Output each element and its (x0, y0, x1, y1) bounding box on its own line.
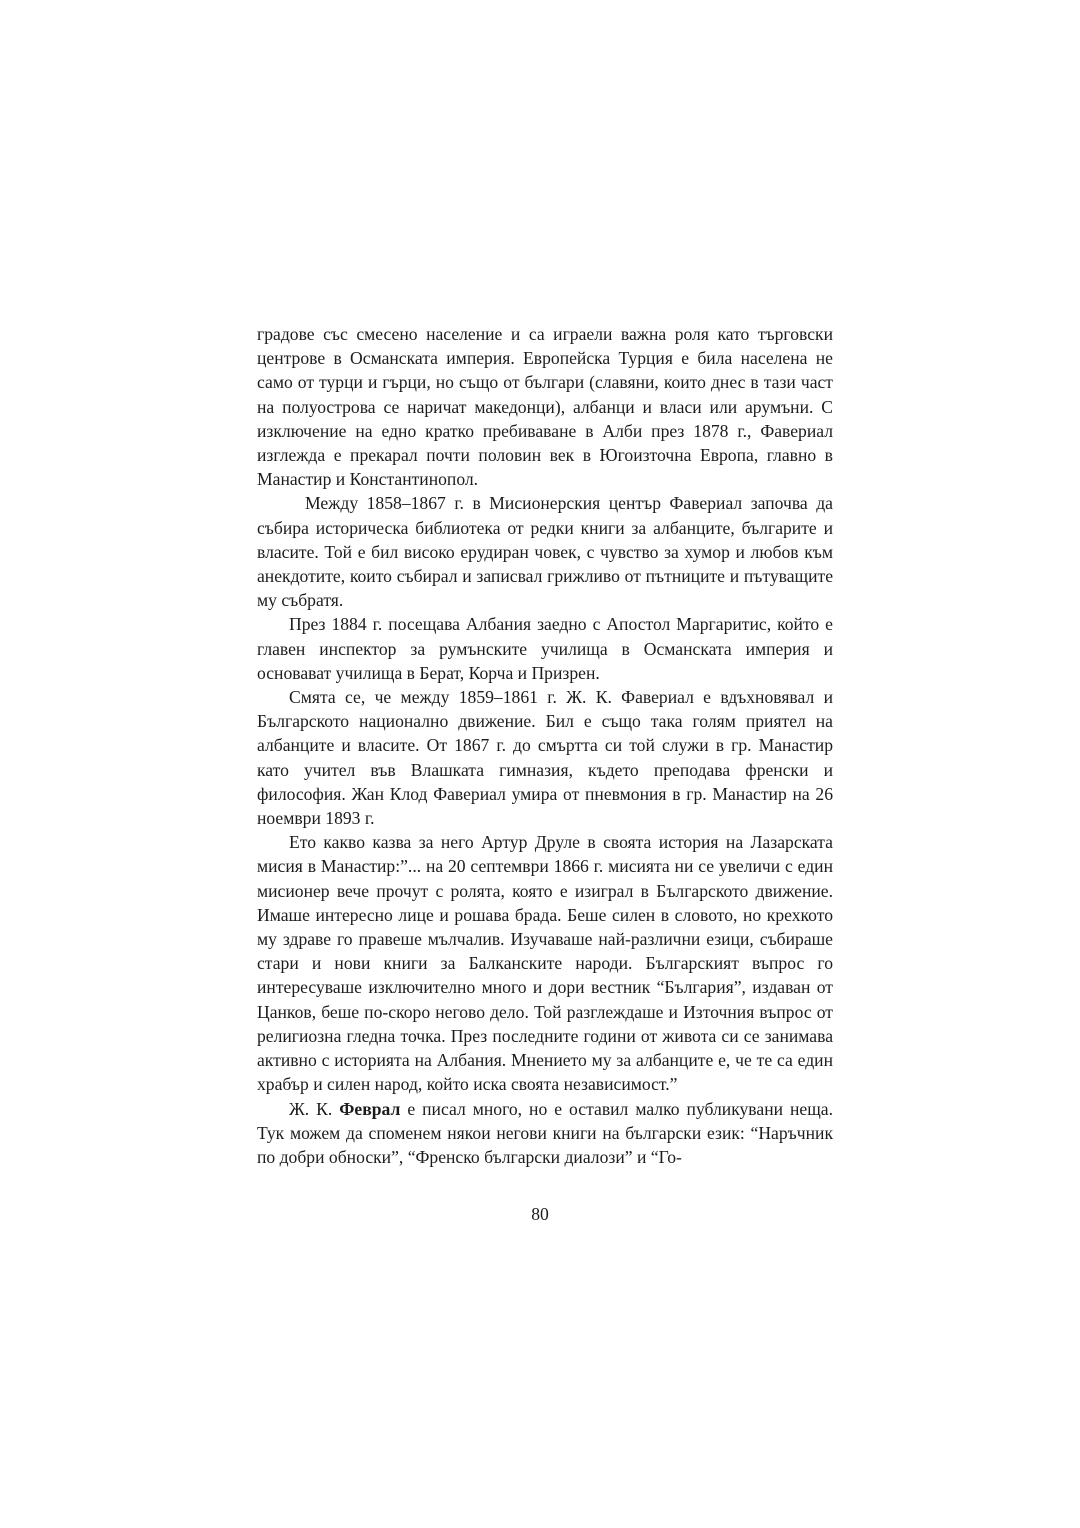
paragraph: Между 1858–1867 г. в Мисионерския център Фавериал започва да събира историческа библиотека от редки книги за албанците, българите и власите. Той е бил високо ерудиран човек, с чувство за хумор и любов към анекдотите, които събирал и записвал грижливо от пътниците и пътуващите му събратя. (257, 493, 833, 611)
paragraph: градове със смесено население и са играели важна роля като търговски центрове в Османската империя. Европейска Турция е била населена не само от турци и гърци, но също от българи (славяни, които днес в тази част на полуострова се наричат македонци), албанци и власи или арумъни. С изключение на едно кратко пребиваване в Алби през 1878 г., Фавериал изглежда е прекарал почти половин век в Югоизточна Европа, главно в Манастир и Константинопол. (257, 324, 833, 490)
body-text (257, 322, 833, 1169)
paragraph: Смята се, че между 1859–1861 г. Ж. К. Фавериал е вдъхновявал и Българското национално движение. Бил е също така голям приятел на албанците и власите. От 1867 г. до смъртта си той служи в гр. Манастир като учител във Влашката гимназия, където преподава френски и философия. Жан Клод Фавериал умира от пневмония в гр. Манастир на 26 ноември 1893 г. (257, 687, 833, 829)
paragraph: През 1884 г. посещава Албания заедно с Апостол Маргаритис, който е главен инспектор за румънските училища в Османската империя и основават училища в Берат, Корча и Призрен. (257, 614, 833, 683)
page-number: 80 (531, 1204, 549, 1224)
paragraph-rest: е писал много, но е оставил малко публикувани неща. Тук можем да споменем някои негови книги на български език: “Наръчник по добри обноски”, “Френско български диалози” и “Го- (257, 1098, 834, 1167)
paragraph: Ето какво казва за него Артур Друле в своята история на Лазарската мисия в Манастир:”... на 20 септември 1866 г. мисията ни се увеличи с един мисионер вече прочут с ролята, която е изиграл в Българското движение. Имаше интересно лице и рошава брада. Беше силен в словото, но крехкото му здраве го правеше мълчалив. Изучаваше най-различни езици, събираше стари и нови книги за Балканските народи. Българският въпрос го интересуваше изключително много и дори вестник “България”, издаван от Цанков, беше по-скоро негово дело. Той разглеждаше и Източния въпрос от религиозна гледна точка. През последните години от живота си се занимава активно с историята на Албания. Мнението му за албанците е, че те са един храбър и силен народ, който иска своята независимост.” (257, 832, 833, 1095)
paragraph-prefix: Ж. К. (289, 1098, 340, 1119)
bold-name: Феврал (339, 1098, 401, 1119)
paragraph-last (257, 1097, 833, 1170)
